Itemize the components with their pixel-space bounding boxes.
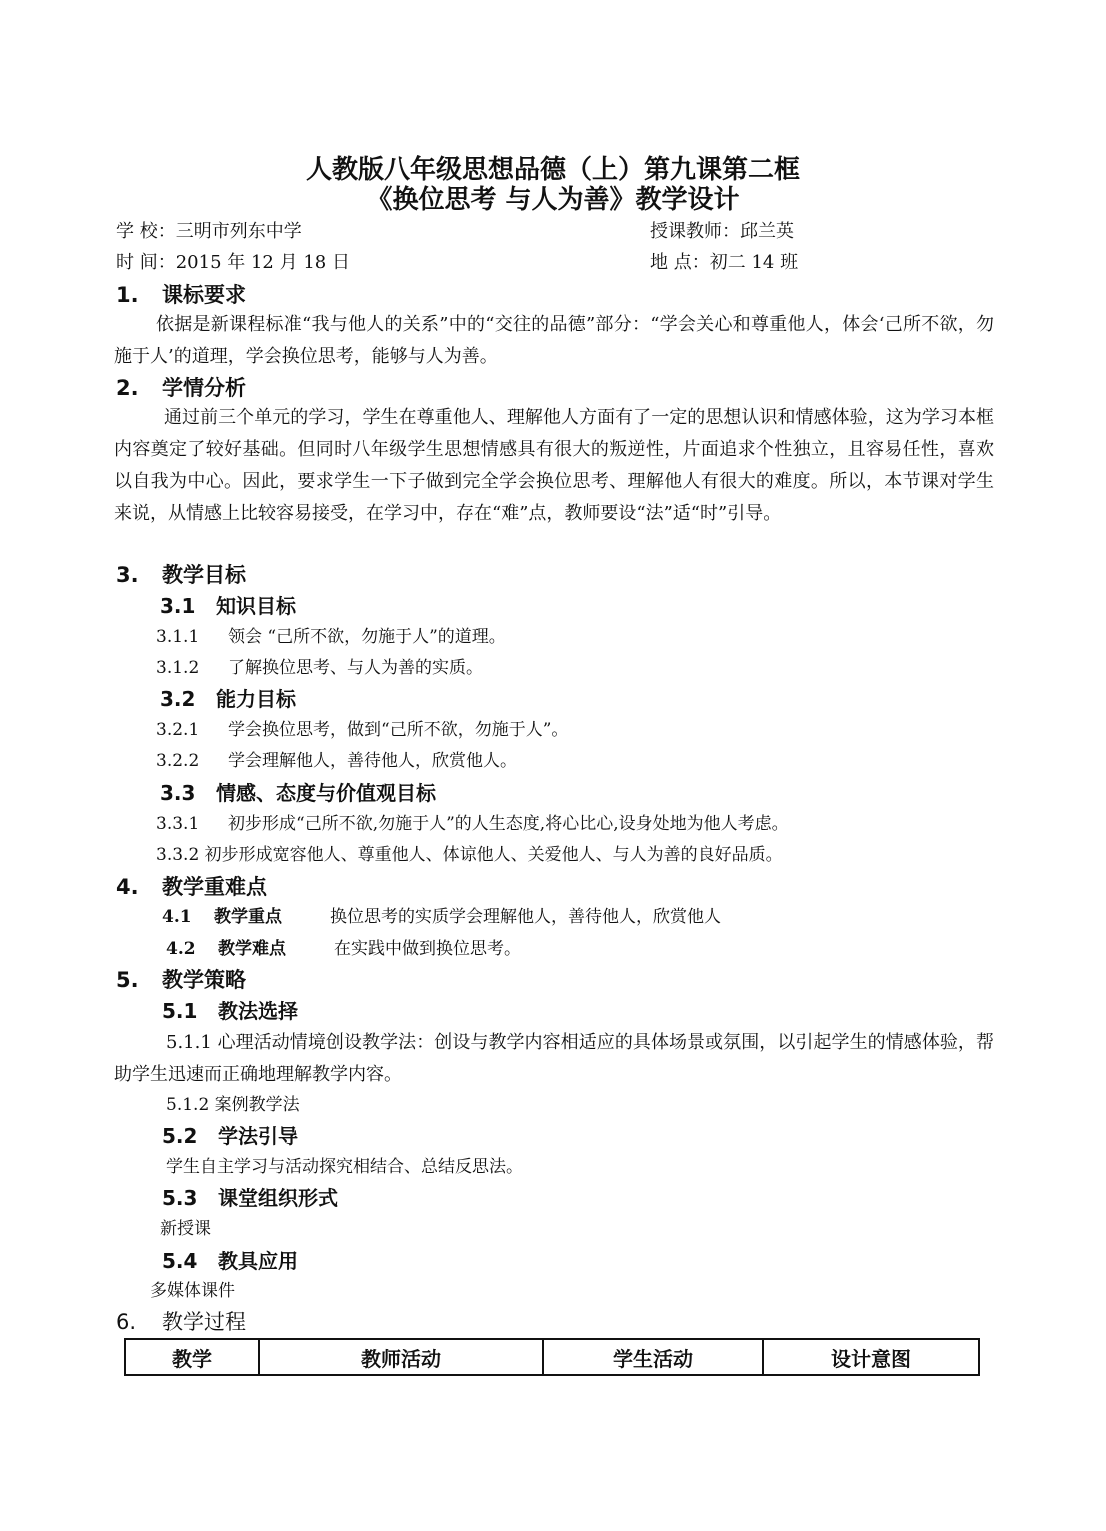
subsection-5-2-text: 学生自主学习与活动探究相结合、总结反思法。: [166, 1157, 523, 1177]
subsection-3-1-heading: [160, 592, 296, 620]
section-number: 6.: [116, 1310, 137, 1334]
meta-school: 学 校：三明市列东中学: [116, 221, 302, 242]
key-number: 4.1: [162, 907, 192, 927]
subsection-5-4-text: 多媒体课件: [150, 1281, 235, 1301]
subsection-5-4-heading: [162, 1247, 298, 1275]
section-3-heading: [116, 561, 246, 589]
title-line-1: 人教版八年级思想品德（上）第九课第二框: [305, 155, 800, 185]
subsection-number: 3.2: [160, 687, 196, 711]
subsection-title: 教法选择: [218, 999, 298, 1023]
item-number: 3.3.1: [156, 814, 200, 834]
section-number: 3.: [116, 563, 139, 587]
item-3-3-1: [156, 812, 789, 836]
item-text: 学会理解他人，善待他人，欣赏他人。: [228, 751, 517, 771]
subsection-number: 3.3: [160, 781, 196, 805]
section-1-heading: [116, 281, 246, 309]
section-title: 教学策略: [162, 968, 246, 992]
key-label: 教学重点: [214, 907, 282, 927]
subsection-5-3-text: 新授课: [160, 1219, 211, 1239]
section-number: 4.: [116, 875, 139, 899]
item-text: 领会 “己所不欲，勿施于人”的道理。: [228, 627, 506, 647]
item-5-1-1: 5.1.1 心理活动情境创设教学法：创设与教学内容相适应的具体场景或氛围，以引起学生的情感体验，帮助学生迅速而正确地理解教学内容。: [114, 1032, 994, 1085]
item-text: 学会换位思考，做到“己所不欲，勿施于人”。: [228, 720, 569, 740]
subsection-number: 5.2: [162, 1124, 198, 1148]
table-header-cell: 教师活动: [259, 1339, 543, 1375]
subsection-5-2-heading: [162, 1122, 298, 1150]
title-line-2: 《换位思考 与人为善》教学设计: [366, 185, 740, 215]
item-text: 了解换位思考、与人为善的实质。: [228, 658, 483, 678]
meta-date: 时 间：2015 年 12 月 18 日: [116, 252, 350, 273]
item-3-2-2: [156, 749, 517, 773]
item-5-1-2: 5.1.2 案例教学法: [166, 1095, 300, 1115]
section-title: 教学过程: [162, 1310, 246, 1334]
item-number: 3.2.1: [156, 720, 200, 740]
section-number: 5.: [116, 968, 139, 992]
section-title: 课标要求: [162, 283, 246, 307]
section-title: 学情分析: [162, 376, 246, 400]
key-number: 4.2: [166, 939, 196, 959]
key-point: [162, 905, 721, 929]
difficult-point: [166, 937, 521, 961]
teaching-process-table: [124, 1338, 980, 1376]
section-2-heading: [116, 374, 246, 402]
subsection-5-1-heading: [162, 997, 298, 1025]
section-6-heading: [116, 1308, 246, 1336]
key-label: 教学难点: [218, 939, 286, 959]
subsection-title: 情感、态度与价值观目标: [216, 781, 436, 805]
section-2-text: 通过前三个单元的学习，学生在尊重他人、理解他人方面有了一定的思想认识和情感体验，这为学习本框内容奠定了较好基础。但同时八年级学生思想情感具有很大的叛逆性，片面追求个性独立，且容易任性，喜欢以自我为中心。因此，要求学生一下子做到完全学会换位思考、理解他人有很大的难度。所以，本节课对学生来说，从情感上比较容易接受，在学习中，存在“难”点，教师要设“法”适“时”引导。: [114, 407, 994, 524]
meta-teacher: 授课教师：邱兰英: [650, 221, 794, 242]
section-title: 教学目标: [162, 563, 246, 587]
item-3-3-2: 3.3.2 初步形成宽容他人、尊重他人、体谅他人、关爱他人、与人为善的良好品质。: [156, 845, 783, 865]
subsection-number: 5.4: [162, 1249, 198, 1273]
section-5-heading: [116, 966, 246, 994]
subsection-title: 学法引导: [218, 1124, 298, 1148]
meta-place: 地 点：初二 14 班: [650, 252, 799, 273]
item-number: 3.1.2: [156, 658, 200, 678]
table-header-row: [125, 1339, 979, 1375]
item-number: 3.2.2: [156, 751, 200, 771]
key-text: 在实践中做到换位思考。: [334, 939, 521, 959]
subsection-number: 5.1: [162, 999, 198, 1023]
item-3-1-2: [156, 656, 483, 680]
section-4-heading: [116, 873, 267, 901]
section-number: 2.: [116, 376, 139, 400]
key-text: 换位思考的实质学会理解他人，善待他人，欣赏他人: [330, 907, 721, 927]
table-header-cell: 教学: [125, 1339, 259, 1375]
item-number: 3.1.1: [156, 627, 200, 647]
subsection-5-3-heading: [162, 1184, 338, 1212]
item-3-2-1: [156, 718, 568, 742]
subsection-title: 课堂组织形式: [218, 1186, 338, 1210]
subsection-title: 教具应用: [218, 1249, 298, 1273]
section-title: 教学重难点: [162, 875, 267, 899]
item-3-1-1: [156, 625, 506, 649]
subsection-3-3-heading: [160, 779, 436, 807]
table-header-cell: 设计意图: [763, 1339, 979, 1375]
section-number: 1.: [116, 283, 139, 307]
subsection-number: 5.3: [162, 1186, 198, 1210]
subsection-number: 3.1: [160, 594, 196, 618]
item-text: 初步形成“己所不欲,勿施于人”的人生态度,将心比心,设身处地为他人考虑。: [228, 814, 789, 834]
subsection-title: 能力目标: [216, 687, 296, 711]
subsection-title: 知识目标: [216, 594, 296, 618]
subsection-3-2-heading: [160, 685, 296, 713]
section-1-text: 依据是新课程标准“我与他人的关系”中的“交往的品德”部分：“学会关心和尊重他人，体会‘己所不欲，勿施于人’的道理，学会换位思考，能够与人为善。: [114, 314, 994, 367]
table-header-cell: 学生活动: [543, 1339, 763, 1375]
